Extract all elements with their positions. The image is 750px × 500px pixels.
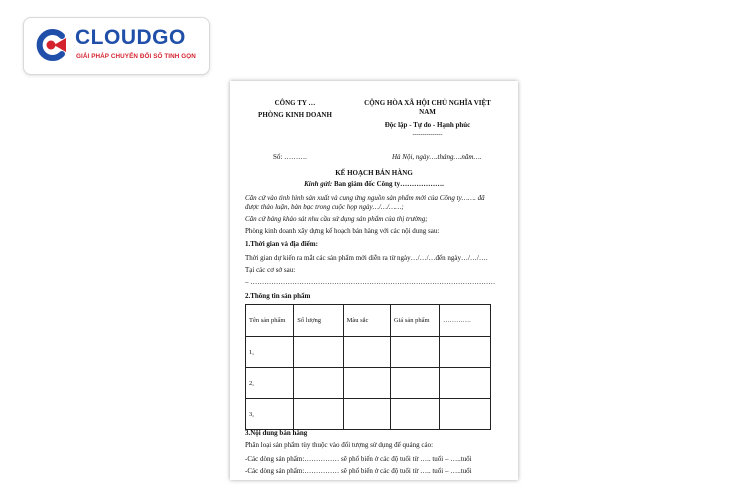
table-cell [294, 368, 343, 399]
section3-line1: -Các dòng sản phẩm:…………… sẽ phổ biến ở các độ tuổi từ ….. tuổi – …..tuổi [245, 455, 472, 463]
table-header-cell: Màu sắc [343, 305, 390, 337]
table-cell [390, 337, 439, 368]
addressee-label: Kính gửi: [304, 180, 333, 188]
table-header-cell: Giá sản phẩm [390, 305, 439, 337]
table-row [246, 337, 491, 368]
department-name: PHÒNG KINH DOANH [258, 111, 332, 119]
section1-title: 1.Thời gian và địa điểm: [245, 240, 318, 248]
cloudgo-logo-icon [33, 27, 69, 63]
addressee-value: Ban giám đốc Công ty………………. [334, 180, 444, 188]
table-cell [440, 399, 491, 430]
basis2: Căn cứ bảng khảo sát nhu cầu sử dụng sản phẩm của thị trường; [245, 215, 428, 223]
table-cell [390, 368, 439, 399]
table-row [246, 368, 491, 399]
table-header-cell: Tên sản phẩm [246, 305, 294, 337]
section2-title: 2.Thông tin sản phẩm [245, 292, 311, 300]
table-cell [440, 368, 491, 399]
table-cell [294, 337, 343, 368]
document-number: Số: ………. [273, 153, 307, 161]
section3-title: 3.Nội dung bán hàng [245, 429, 308, 437]
product-table [245, 304, 491, 430]
table-cell [343, 399, 390, 430]
section1-place: Tại các cơ sở sau: [245, 266, 296, 274]
logo-brand-text: CLOUDGO [75, 26, 186, 49]
nation-title-line2: NAM [419, 108, 436, 116]
place-date: Hà Nội, ngày….tháng….năm…. [392, 153, 482, 161]
intro-paragraph: Phòng kinh doanh xây dựng kế hoạch bán hàng với các nội dung sau: [245, 227, 440, 235]
motto-rule: --------------- [412, 132, 443, 138]
basis1-line2: được thảo luận, bàn bạc trong cuộc họp ngày…/…/……; [245, 203, 404, 211]
motto: Độc lập - Tự do - Hạnh phúc [384, 121, 471, 129]
table-cell [294, 399, 343, 430]
nation-title-line1: CỘNG HÒA XÃ HỘI CHỦ NGHĨA VIỆT [364, 99, 491, 107]
basis1-line1: Căn cứ vào tình hình sản xuất và cung ứng nguồn sản phẩm mới của Công ty……. đã [245, 194, 485, 202]
table-row [246, 399, 491, 430]
table-cell [390, 399, 439, 430]
logo-tagline: GIẢI PHÁP CHUYỂN ĐỔI SỐ TINH GỌN [76, 53, 196, 60]
section1-time: Thời gian dự kiến ra mắt các sản phẩm mới diễn ra từ ngày…/…/…đến ngày…/…/…. [245, 254, 488, 262]
addressee-line [230, 180, 518, 189]
section3-intro: Phân loại sản phẩm tùy thuộc vào đối tượng sử dụng để quảng cáo: [245, 441, 434, 449]
table-cell [343, 337, 390, 368]
table-cell: 1, [246, 337, 294, 368]
cloudgo-logo [23, 17, 210, 75]
table-cell [343, 368, 390, 399]
section1-dots: – …………………………………………………………………………………………… [245, 278, 496, 286]
document-title: KẾ HOẠCH BÁN HÀNG [335, 169, 413, 177]
table-cell [440, 337, 491, 368]
table-header-cell: Số lượng [294, 305, 343, 337]
section3-line2: -Các dòng sản phẩm:…………… sẽ phổ biến ở các độ tuổi từ ….. tuổi – …..tuổi [245, 467, 472, 475]
table-header-row [246, 305, 491, 337]
table-cell: 2, [246, 368, 294, 399]
document-page [230, 81, 518, 480]
company-name: CÔNG TY … [274, 99, 316, 107]
table-cell: 3, [246, 399, 294, 430]
table-header-cell: …………. [440, 305, 491, 337]
